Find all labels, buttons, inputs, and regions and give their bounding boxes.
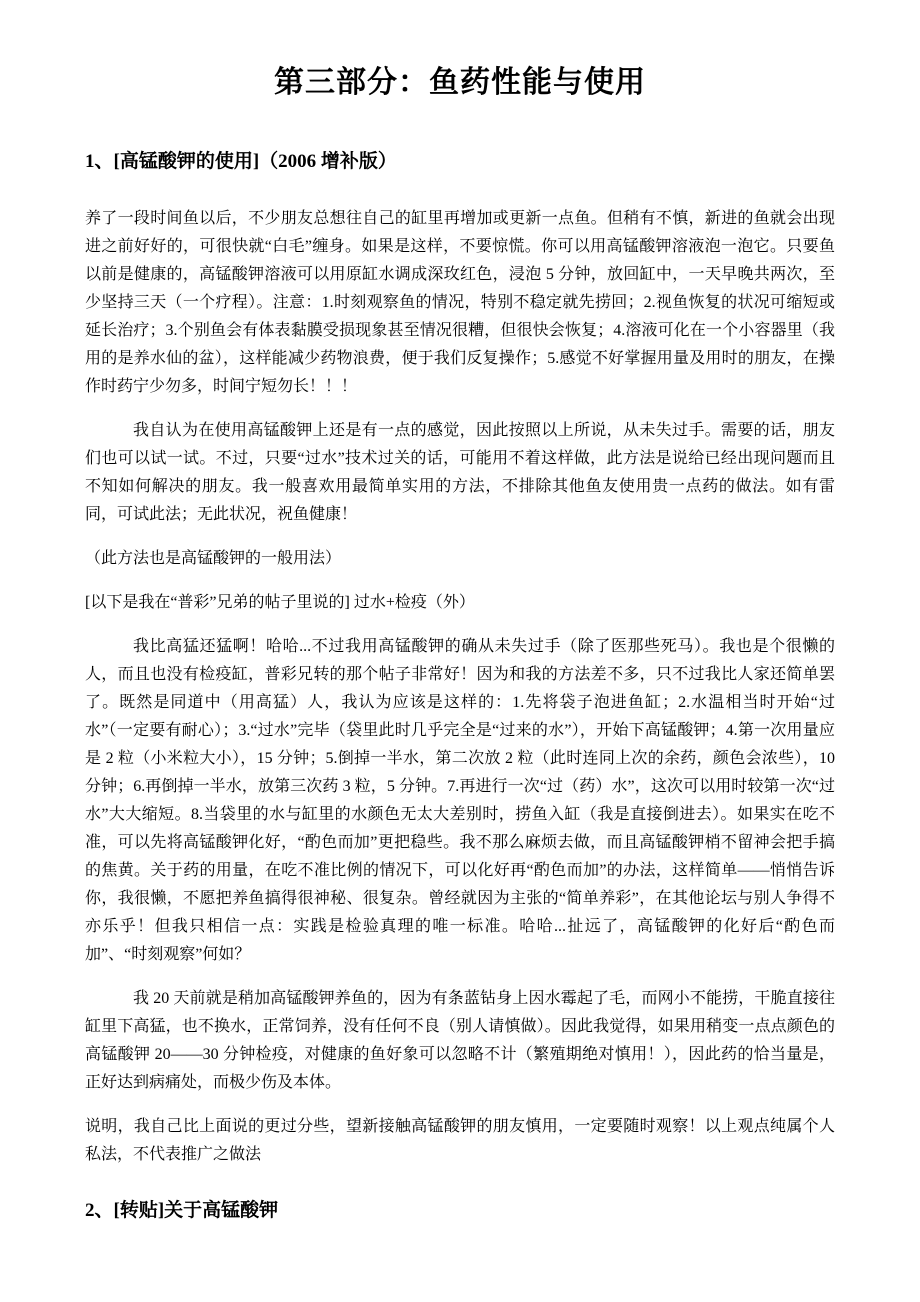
section-2-heading: 2、[转贴]关于高锰酸钾 bbox=[85, 1200, 279, 1221]
body-paragraph: （此方法也是高锰酸钾的一般用法） bbox=[85, 550, 342, 567]
body-paragraph: 我自认为在使用高锰酸钾上还是有一点的感觉，因此按照以上所说，从未失过手。需要的话，朋友们也可以试一试。不过，只要“过水”技术过关的话，可能用不着这样做，此方法是说给已经出现问题而且不知如何解决的朋友。我一般喜欢用最简单实用的方法，不排除其他鱼友使用贵一点药的做法。如有雷同，可试此法；无此状况，祝鱼健康！ bbox=[85, 422, 835, 523]
body-paragraph: 我比高猛还猛啊！哈哈...不过我用高锰酸钾的确从未失过手（除了医那些死马）。我也是个很懒的人，而且也没有检疫缸，普彩兄转的那个帖子非常好！因为和我的方法差不多，只不过我比人家还简单罢了。既然是同道中（用高猛）人，我认为应该是这样的：1.先将袋子泡进鱼缸；2.水温相当时开始“过水”（一定要有耐心）；3.“过水”完毕（袋里此时几乎完全是“过来的水”），开始下高锰酸钾；4.第一次用量应是 2 粒（小米粒大小），15 分钟；5.倒掉一半水，第二次放 2 粒（此时连同上次的余药，颜色会浓些），10 分钟；6.再倒掉一半水，放第三次药 3 粒，5 分钟。7.再进行一次“过（药）水”，这次可以用时较第一次“过水”大大缩短。8.当袋里的水与缸里的水颜色无太大差别时，捞鱼入缸（我是直接倒进去）。如果实在吃不准，可以先将高锰酸钾化好，“酌色而加”更把稳些。我不那么麻烦去做，而且高锰酸钾梢不留神会把手搞的焦黄。关于药的用量，在吃不准比例的情况下，可以化好再“酌色而加”的办法，这样简单——悄悄告诉你，我很懒，不愿把养鱼搞得很神秘、很复杂。曾经就因为主张的“简单养彩”，在其他论坛与别人争得不亦乐乎！但我只相信一点：实践是检验真理的唯一标准。哈哈...扯远了，高锰酸钾的化好后“酌色而加”、“时刻观察”何如？ bbox=[85, 638, 835, 963]
body-paragraph: 说明，我自己比上面说的更过分些，望新接触高锰酸钾的朋友慎用，一定要随时观察！以上观点纯属个人私法，不代表推广之做法 bbox=[85, 1118, 835, 1163]
body-paragraph: 我 20 天前就是稍加高锰酸钾养鱼的，因为有条蓝钻身上因水霉起了毛，而网小不能捞，干脆直接往缸里下高猛，也不换水，正常饲养，没有任何不良（别人请慎做）。因此我觉得，如果用稍变一点点颜色的高锰酸钾 20——30 分钟检疫，对健康的鱼好象可以忽略不计（繁殖期绝对慎用！），因此药的恰当量是，正好达到病痛处，而极少伤及本体。 bbox=[85, 990, 835, 1091]
body-paragraph: 养了一段时间鱼以后，不少朋友总想往自己的缸里再增加或更新一点鱼。但稍有不慎，新进的鱼就会出现进之前好好的，可很快就“白毛”缠身。如果是这样，不要惊慌。你可以用高锰酸钾溶液泡一泡它。只要鱼以前是健康的，高锰酸钾溶液可以用原缸水调成深玫红色，浸泡 5 分钟，放回缸中，一天早晚共两次，至少坚持三天（一个疗程）。注意：1.时刻观察鱼的情况，特别不稳定就先捞回；2.视鱼恢复的状况可缩短或延长治疗；3.个别鱼会有体表黏膜受损现象甚至情况很糟，但很快会恢复；4.溶液可化在一个小容器里（我用的是养水仙的盆），这样能减少药物浪费，便于我们反复操作；5.感觉不好掌握用量及用时的朋友，在操作时药宁少勿多，时间宁短勿长！！！ bbox=[85, 210, 835, 395]
section-1-heading: 1、[高锰酸钾的使用]（2006 增补版） bbox=[85, 151, 397, 172]
document-title: 第三部分：鱼药性能与使用 bbox=[274, 66, 646, 99]
body-paragraph: [以下是我在“普彩”兄弟的帖子里说的] 过水+检疫（外） bbox=[85, 594, 475, 611]
